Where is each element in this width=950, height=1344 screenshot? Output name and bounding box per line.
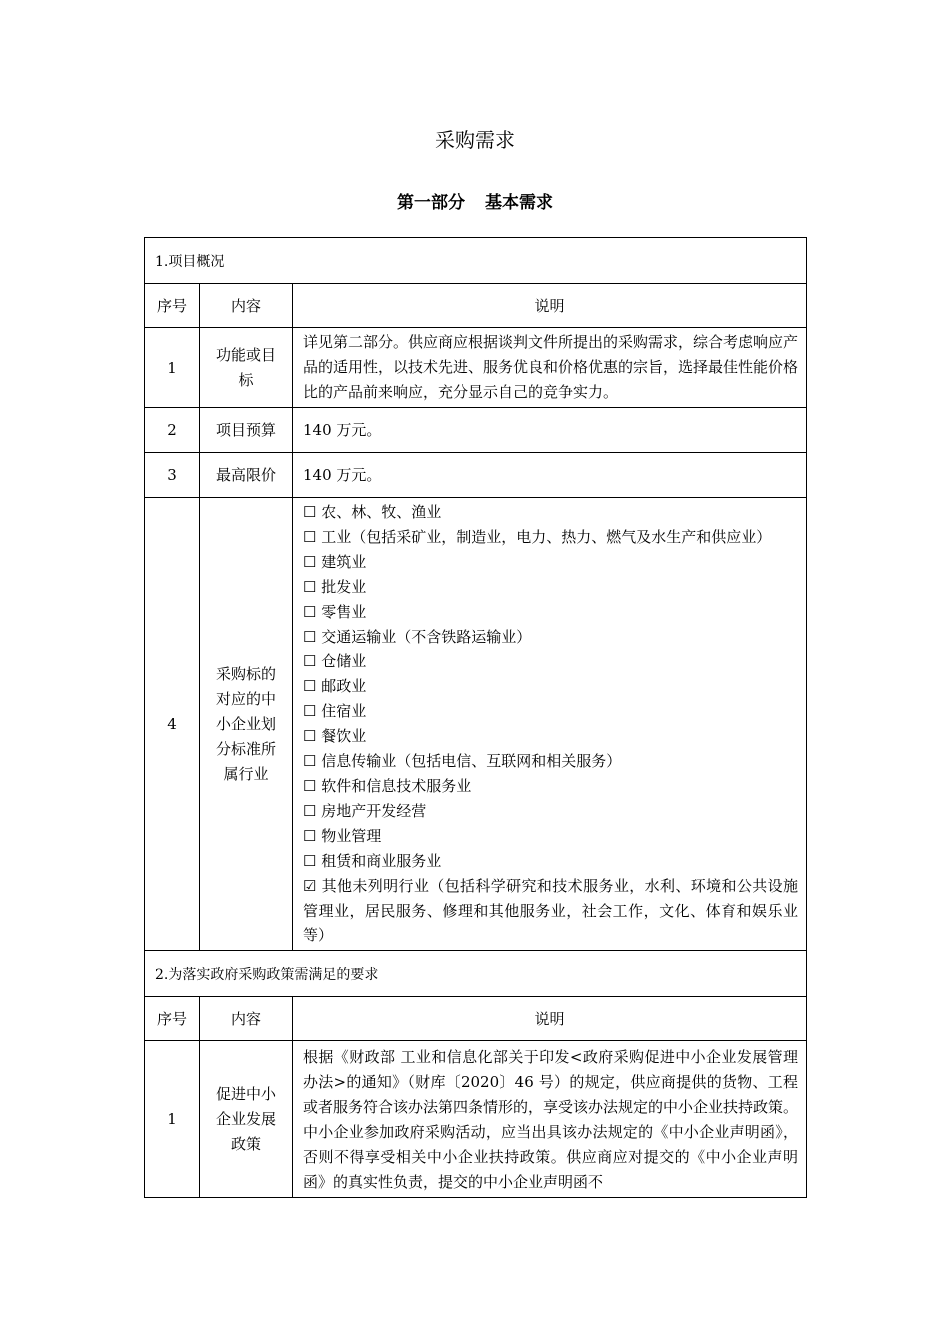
table-row xyxy=(145,1041,807,1198)
document-title: 采购需求 xyxy=(435,128,515,152)
header-row xyxy=(145,997,807,1041)
part-name: 基本需求 xyxy=(485,193,553,213)
table-row xyxy=(145,408,807,453)
industry-option: ☐ 餐饮业 xyxy=(303,727,367,746)
requirements-table xyxy=(144,237,807,1198)
row-desc: 140 万元。 xyxy=(293,408,807,453)
row-no: 1 xyxy=(145,1041,200,1198)
part-prefix: 第一部分 xyxy=(397,193,465,213)
industry-option: ☐ 住宿业 xyxy=(303,702,367,721)
row-no: 1 xyxy=(145,328,200,408)
table-row xyxy=(145,498,807,951)
industry-option: ☐ 租赁和商业服务业 xyxy=(303,851,442,870)
industry-option: ☐ 零售业 xyxy=(303,602,367,621)
row-content: 采购标的对应的中小企业划分标准所属行业 xyxy=(200,498,293,951)
header-desc: 说明 xyxy=(293,997,807,1041)
section-row xyxy=(145,238,807,284)
industry-option: ☐ 仓储业 xyxy=(303,652,367,671)
part-heading xyxy=(0,188,950,213)
industry-option: ☐ 软件和信息技术服务业 xyxy=(303,776,472,795)
row-content: 功能或目标 xyxy=(200,328,293,408)
header-content: 内容 xyxy=(200,997,293,1041)
row-desc: 详见第二部分。供应商应根据谈判文件所提出的采购需求，综合考虑响应产品的适用性，以技术先进、服务优良和价格优惠的宗旨，选择最佳性能价格比的产品前来响应，充分显示自己的竞争实力。 xyxy=(293,328,807,408)
industry-option: ☐ 邮政业 xyxy=(303,677,367,696)
section-title: 1.项目概况 xyxy=(145,238,807,284)
industry-option: ☐ 交通运输业（不含铁路运输业） xyxy=(303,627,532,646)
header-content: 内容 xyxy=(200,284,293,328)
industry-option: ☐ 农、林、牧、渔业 xyxy=(303,503,442,521)
row-no: 2 xyxy=(145,408,200,453)
table-row xyxy=(145,453,807,498)
table-row xyxy=(145,328,807,408)
row-content: 最高限价 xyxy=(200,453,293,498)
section-title: 2.为落实政府采购政策需满足的要求 xyxy=(145,951,807,997)
header-row xyxy=(145,284,807,328)
industry-option-checked: ☑ 其他未列明行业（包括科学研究和技术服务业，水利、环境和公共设施管理业，居民服务、修理和其他服务业，社会工作，文化、体育和娱乐业等） xyxy=(303,876,799,945)
row-no: 4 xyxy=(145,498,200,951)
header-desc: 说明 xyxy=(293,284,807,328)
row-desc: 140 万元。 xyxy=(293,453,807,498)
industry-options-cell xyxy=(293,498,807,951)
row-content: 促进中小企业发展政策 xyxy=(200,1041,293,1198)
header-no: 序号 xyxy=(145,284,200,328)
row-content: 项目预算 xyxy=(200,408,293,453)
section-row xyxy=(145,951,807,997)
industry-option: ☐ 物业管理 xyxy=(303,826,382,845)
row-no: 3 xyxy=(145,453,200,498)
industry-option: ☐ 建筑业 xyxy=(303,552,367,571)
industry-option: ☐ 信息传输业（包括电信、互联网和相关服务） xyxy=(303,752,622,771)
industry-option: ☐ 房地产开发经营 xyxy=(303,801,427,820)
row-desc: 根据《财政部 工业和信息化部关于印发<政府采购促进中小企业发展管理办法>的通知》（财库〔2020〕46 号）的规定，供应商提供的货物、工程或者服务符合该办法第四条情形的，享受该办法规定的中小企业扶持政策。中小企业参加政府采购活动，应当出具该办法规定的《中小企业声明函》，否则不得享受相关中小企业扶持政策。供应商应对提交的《中小企业声明函》的真实性负责，提交的中小企业声明函不 xyxy=(293,1041,807,1198)
industry-option: ☐ 批发业 xyxy=(303,577,367,596)
header-no: 序号 xyxy=(145,997,200,1041)
industry-option: ☐ 工业（包括采矿业，制造业，电力、热力、燃气及水生产和供应业） xyxy=(303,527,772,546)
